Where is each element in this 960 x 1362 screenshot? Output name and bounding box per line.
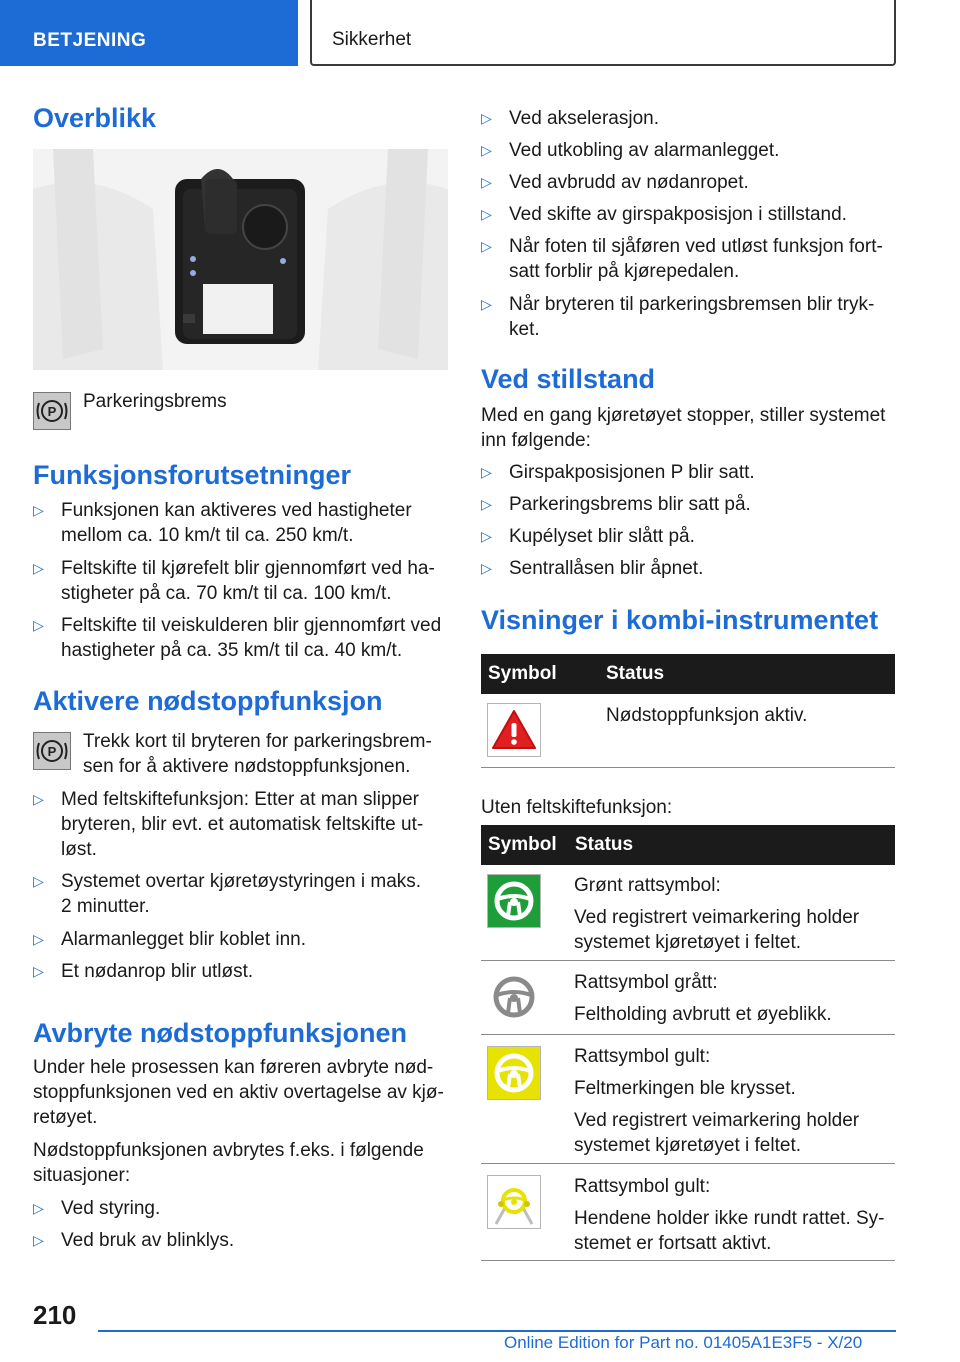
list-item: ▷ Ved utkobling av alarmanlegget.	[481, 140, 780, 161]
steering-wheel-yellow-icon	[487, 1046, 541, 1100]
cancel-paragraph-1: Under hele prosessen kan føreren avbryte nød‐ stoppfunksjonen ved en aktiv overtagelse av kjø‐ retøyet.	[33, 1057, 444, 1128]
list-item: ▷ Kupélyset blir slått på.	[481, 526, 695, 547]
warning-triangle-icon	[487, 703, 541, 757]
header-chapter-tab	[310, 0, 896, 66]
requirements-heading: Funksjonsforutsetninger	[33, 460, 352, 490]
list-item: ▷ Når foten til sjåføren ved utløst funksjon fort‐ satt forblir på kjørepedalen.	[481, 236, 883, 282]
cancel-paragraph-2: Nødstoppfunksjonen avbrytes f.eks. i følgende situasjoner:	[33, 1140, 424, 1186]
list-item: ▷ Ved styring.	[33, 1198, 161, 1219]
bullet-arrow-icon: ▷	[481, 110, 492, 126]
table-cell: Rattsymbol gult: Hendene holder ikke rundt rattet. Sy‐ stemet er fortsatt aktivt.	[574, 1176, 885, 1254]
bullet-arrow-icon: ▷	[481, 560, 492, 576]
activate-instruction: Trekk kort til bryteren for parkeringsbrem‐ sen for å aktivere nødstoppfunksjonen.	[83, 731, 432, 777]
bullet-arrow-icon: ▷	[33, 963, 44, 979]
display-heading: Visninger i kombi-instrumentet	[481, 605, 879, 635]
standstill-heading: Ved stillstand	[481, 364, 656, 394]
parking-brake-icon	[33, 392, 71, 430]
col-symbol: Symbol	[488, 834, 557, 855]
svg-text:P: P	[47, 404, 57, 419]
table-header	[481, 654, 895, 694]
list-item: ▷ Feltskifte til kjørefelt blir gjennomført ved ha‐ stigheter på ca. 70 km/t til ca. 100 km/t.	[33, 558, 435, 604]
gear-console-photo	[33, 149, 448, 370]
footer-rule	[98, 1330, 896, 1332]
bullet-arrow-icon: ▷	[33, 931, 44, 947]
bullet-arrow-icon: ▷	[481, 238, 492, 254]
table-cell: Nødstoppfunksjon aktiv.	[606, 705, 808, 726]
steering-wheel-green-icon	[487, 874, 541, 928]
header-chapter-label: Sikkerhet	[332, 29, 412, 50]
bullet-arrow-icon: ▷	[481, 142, 492, 158]
list-item: ▷ Girspakposisjonen P blir satt.	[481, 462, 755, 483]
bullet-arrow-icon: ▷	[33, 791, 44, 807]
bullet-arrow-icon: ▷	[481, 528, 492, 544]
table-rule	[481, 767, 895, 768]
bullet-arrow-icon: ▷	[481, 206, 492, 222]
list-item: ▷ Feltskifte til veiskulderen blir gjennomført ved hastigheter på ca. 35 km/t til ca. 40 km/t.	[33, 615, 442, 661]
list-item: ▷ Når bryteren til parkeringsbremsen blir tryk‐ ket.	[481, 294, 875, 340]
bullet-arrow-icon: ▷	[33, 873, 44, 889]
list-item: ▷ Sentrallåsen blir åpnet.	[481, 558, 704, 579]
table-rule	[481, 960, 895, 961]
bullet-arrow-icon: ▷	[33, 560, 44, 576]
list-item: ▷ Systemet overtar kjøretøystyringen i maks. 2 minutter.	[33, 871, 422, 917]
list-item: ▷ Funksjonen kan aktiveres ved hastigheter mellom ca. 10 km/t til ca. 250 km/t.	[33, 500, 412, 546]
bullet-arrow-icon: ▷	[33, 1200, 44, 1216]
parking-brake-label: Parkeringsbrems	[83, 391, 227, 412]
bullet-arrow-icon: ▷	[33, 617, 44, 633]
bullet-arrow-icon: ▷	[481, 464, 492, 480]
table-cell: Rattsymbol grått: Feltholding avbrutt et øyeblikk.	[574, 972, 832, 1025]
list-item: ▷ Alarmanlegget blir koblet inn.	[33, 929, 307, 950]
table-rule	[481, 1163, 895, 1164]
list-item: ▷ Et nødanrop blir utløst.	[33, 961, 254, 982]
list-item: ▷ Ved skifte av girspakposisjon i stillstand.	[481, 204, 847, 225]
header-section-tab	[0, 0, 298, 66]
footer-edition: Online Edition for Part no. 01405A1E3F5 - X/20	[504, 1333, 863, 1352]
cancel-heading: Avbryte nødstoppfunksjonen	[33, 1018, 408, 1048]
bullet-arrow-icon: ▷	[481, 174, 492, 190]
steering-wheel-grey-icon	[487, 970, 541, 1024]
bullet-arrow-icon: ▷	[33, 502, 44, 518]
col-status: Status	[575, 834, 634, 855]
table-cell: Grønt rattsymbol: Ved registrert veimarkering holder systemet kjøretøyet i feltet.	[574, 875, 860, 953]
table-header	[481, 825, 895, 865]
parking-brake-icon	[33, 732, 71, 770]
col-status: Status	[606, 663, 665, 684]
list-item: ▷ Med feltskiftefunksjon: Etter at man slipper bryteren, blir evt. et automatisk feltskifte ut‐ løst.	[33, 789, 424, 860]
overblikk-heading: Overblikk	[33, 103, 157, 133]
list-item: ▷ Parkeringsbrems blir satt på.	[481, 494, 751, 515]
standstill-paragraph: Med en gang kjøretøyet stopper, stiller systemet inn følgende:	[481, 405, 886, 451]
table-rule	[481, 1034, 895, 1035]
list-item: ▷ Ved akselerasjon.	[481, 108, 659, 129]
no-lane-change-label: Uten feltskiftefunksjon:	[481, 797, 673, 818]
steering-wheel-hands-icon	[487, 1175, 541, 1229]
page-number: 210	[33, 1300, 77, 1330]
bullet-arrow-icon: ▷	[33, 1232, 44, 1248]
list-item: ▷ Ved avbrudd av nødanropet.	[481, 172, 749, 193]
svg-text:P: P	[47, 744, 57, 759]
header-section-label: BETJENING	[33, 30, 147, 51]
list-item: ▷ Ved bruk av blinklys.	[33, 1230, 235, 1251]
table-rule	[481, 1260, 895, 1261]
table-cell: Rattsymbol gult: Feltmerkingen ble krysset. Ved registrert veimarkering holder systemet kjøretøyet i feltet.	[574, 1046, 860, 1156]
activate-heading: Aktivere nødstoppfunksjon	[33, 686, 383, 716]
col-symbol: Symbol	[488, 663, 557, 684]
bullet-arrow-icon: ▷	[481, 496, 492, 512]
bullet-arrow-icon: ▷	[481, 296, 492, 312]
